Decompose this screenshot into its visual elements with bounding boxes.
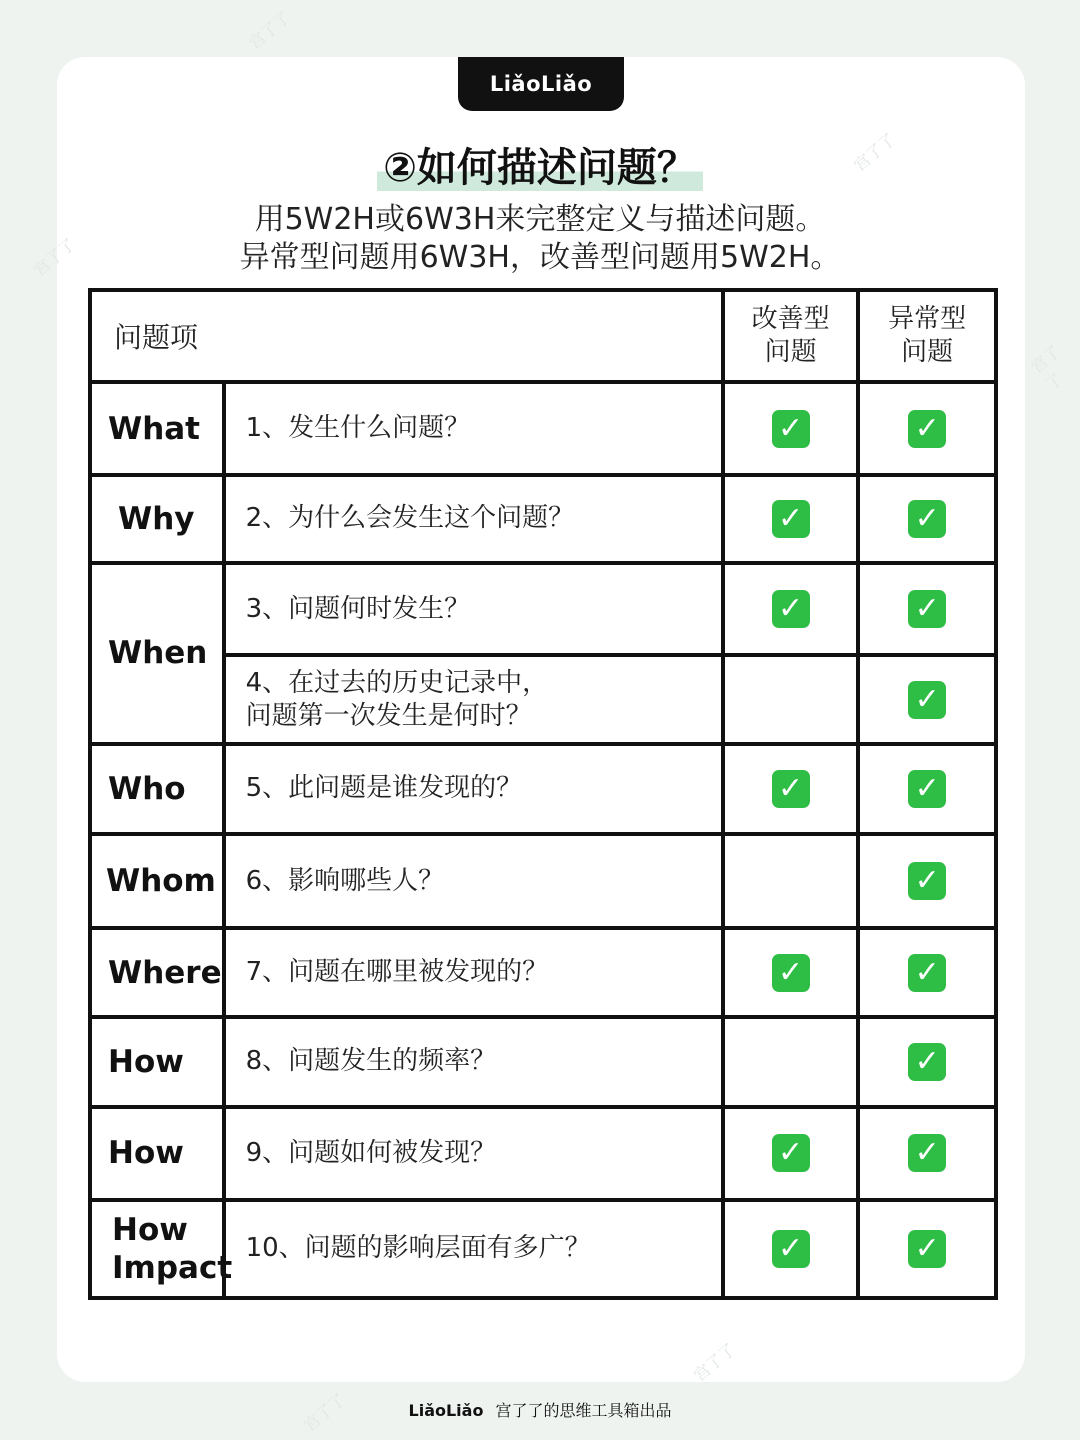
table-row — [90, 1200, 996, 1298]
question-cell — [224, 655, 723, 743]
table-row — [90, 1107, 996, 1199]
checkmark-icon: ✓ — [908, 1230, 946, 1268]
question-cell: 3、问题何时发生？ — [224, 563, 723, 655]
question-line2: 问题第一次发生是何时？ — [245, 700, 532, 731]
header-improve-line2: 问题 — [764, 337, 817, 368]
header-abnormal-line2: 问题 — [901, 337, 954, 368]
abnormal-cell — [858, 382, 996, 474]
keyword-cell: Who — [90, 744, 224, 834]
question-line1: 4、在过去的历史记录中， — [245, 667, 549, 698]
checkmark-icon: ✓ — [908, 1134, 946, 1172]
checkmark-icon: ✓ — [908, 770, 946, 808]
table-row — [90, 1017, 996, 1107]
checkmark-icon: ✓ — [772, 500, 810, 538]
checkmark-icon: ✓ — [908, 590, 946, 628]
checkmark-icon: ✓ — [772, 1134, 810, 1172]
improve-cell — [723, 563, 859, 655]
abnormal-cell — [858, 928, 996, 1016]
checkmark-icon: ✓ — [772, 770, 810, 808]
keyword-line1: How — [112, 1211, 188, 1248]
footer-brand: LiǎoLiǎo — [408, 1401, 484, 1420]
keyword-cell — [90, 1200, 233, 1298]
watermark: 宫了了 — [850, 129, 900, 175]
question-cell: 2、为什么会发生这个问题？ — [224, 475, 723, 563]
abnormal-cell — [858, 744, 996, 834]
checkmark-icon: ✓ — [908, 681, 946, 719]
checkmark-icon: ✓ — [772, 590, 810, 628]
question-cell: 9、问题如何被发现？ — [224, 1107, 723, 1199]
table-row — [90, 928, 996, 1016]
title-text: ②如何描述问题？ — [377, 145, 703, 191]
question-cell: 1、发生什么问题？ — [224, 382, 723, 474]
subtitle-line-1: 用5W2H或6W3H来完整定义与描述问题。 — [254, 202, 826, 237]
abnormal-cell — [858, 1017, 996, 1107]
checkmark-icon: ✓ — [908, 954, 946, 992]
watermark: 宫了了 — [245, 7, 295, 53]
keyword-cell: How — [90, 1017, 224, 1107]
table-header-row — [90, 290, 996, 382]
improve-cell — [723, 1200, 859, 1298]
checkmark-icon: ✓ — [908, 500, 946, 538]
brand-logo: LiǎoLiǎo — [458, 57, 624, 111]
improve-cell — [723, 382, 859, 474]
checkmark-icon: ✓ — [908, 1043, 946, 1081]
keyword-cell: Why — [90, 475, 224, 563]
watermark: 宫了了 — [300, 1389, 350, 1435]
watermark: 宫了了 — [1027, 341, 1067, 395]
abnormal-cell — [858, 563, 996, 655]
checkmark-icon: ✓ — [772, 954, 810, 992]
header-improve-line1: 改善型 — [751, 304, 830, 335]
footer-text: 宫了了的思维工具箱出品 — [495, 1401, 672, 1420]
checkmark-icon: ✓ — [772, 1230, 810, 1268]
abnormal-cell — [858, 655, 996, 743]
subtitle-line-2: 异常型问题用6W3H，改善型问题用5W2H。 — [239, 240, 841, 275]
keyword-cell: When — [90, 563, 224, 744]
keyword-line2: Impact — [112, 1249, 233, 1286]
header-abnormal — [858, 290, 996, 382]
question-cell: 10、问题的影响层面有多广？ — [224, 1200, 723, 1298]
keyword-cell: Whom — [90, 834, 224, 928]
question-table — [88, 288, 998, 1300]
table-row — [90, 834, 996, 928]
improve-cell — [723, 928, 859, 1016]
keyword-cell: Where — [90, 928, 224, 1016]
abnormal-cell — [858, 834, 996, 928]
checkmark-icon: ✓ — [908, 410, 946, 448]
table-row — [90, 475, 996, 563]
improve-cell — [723, 655, 859, 743]
header-question-item: 问题项 — [90, 290, 723, 382]
keyword-cell: What — [90, 382, 224, 474]
question-cell: 5、此问题是谁发现的？ — [224, 744, 723, 834]
improve-cell — [723, 1017, 859, 1107]
question-cell: 7、问题在哪里被发现的？ — [224, 928, 723, 1016]
improve-cell — [723, 744, 859, 834]
improve-cell — [723, 475, 859, 563]
table-row — [90, 655, 996, 743]
question-cell: 6、影响哪些人？ — [224, 834, 723, 928]
table-row — [90, 744, 996, 834]
page-title — [0, 136, 1080, 193]
footer — [0, 1398, 1080, 1421]
watermark: 宫了了 — [690, 1339, 740, 1385]
keyword-cell: How — [90, 1107, 224, 1199]
abnormal-cell — [858, 475, 996, 563]
abnormal-cell — [858, 1200, 996, 1298]
checkmark-icon: ✓ — [772, 410, 810, 448]
improve-cell — [723, 1107, 859, 1199]
watermark: 宫了了 — [30, 234, 80, 280]
abnormal-cell — [858, 1107, 996, 1199]
improve-cell — [723, 834, 859, 928]
table-row — [90, 563, 996, 655]
table-row — [90, 382, 996, 474]
question-cell: 8、问题发生的频率？ — [224, 1017, 723, 1107]
checkmark-icon: ✓ — [908, 862, 946, 900]
header-abnormal-line1: 异常型 — [888, 304, 967, 335]
header-improve — [723, 290, 859, 382]
